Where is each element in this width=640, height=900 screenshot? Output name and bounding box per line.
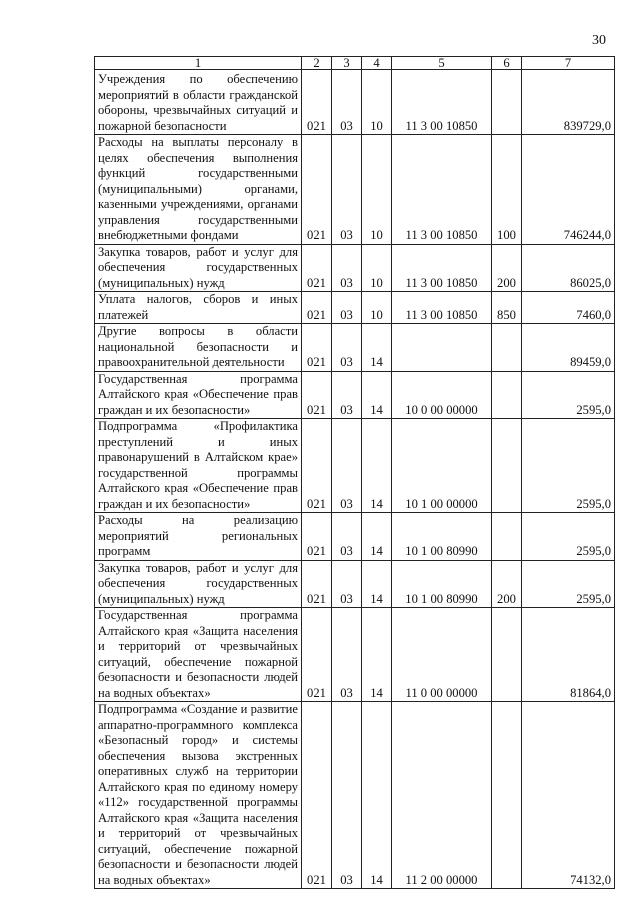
col5-cell: 10 1 00 80990 [392,560,492,608]
col6-cell [492,70,522,135]
col6-cell [492,324,522,372]
amount-cell: 89459,0 [522,324,615,372]
amount-cell: 74132,0 [522,702,615,889]
col4-cell: 10 [362,70,392,135]
col5-cell: 11 3 00 10850 [392,292,492,324]
col5-cell: 10 0 00 00000 [392,371,492,419]
col5-cell: 11 3 00 10850 [392,135,492,245]
col4-cell: 10 [362,292,392,324]
col4-cell: 14 [362,324,392,372]
col2-cell: 021 [302,513,332,561]
table-row [95,608,615,702]
col3-cell: 03 [332,702,362,889]
col5-cell: 10 1 00 80990 [392,513,492,561]
col3-cell: 03 [332,608,362,702]
col6-cell [492,608,522,702]
amount-cell: 2595,0 [522,371,615,419]
col3-cell: 03 [332,135,362,245]
col3-cell: 03 [332,419,362,513]
col6-cell [492,513,522,561]
col4-cell: 10 [362,244,392,292]
row-name-cell: Учреждения по обеспечению мероприятий в области гражданской обороны, чрезвычайных ситуаций и пожарной безопасности [95,70,302,135]
table-row [95,135,615,245]
col4-cell: 14 [362,702,392,889]
row-name-cell: Уплата налогов, сборов и иных платежей [95,292,302,324]
row-name-cell: Закупка товаров, работ и услуг для обеспечения государственных (муниципальных) нужд [95,244,302,292]
row-name-cell: Закупка товаров, работ и услуг для обеспечения государственных (муниципальных) нужд [95,560,302,608]
budget-table [94,56,615,889]
row-name-cell: Государственная программа Алтайского края «Обеспечение прав граждан и их безопасности» [95,371,302,419]
col4-cell: 14 [362,371,392,419]
table-row [95,560,615,608]
col2-cell: 021 [302,244,332,292]
col6-cell: 850 [492,292,522,324]
amount-cell: 7460,0 [522,292,615,324]
col2-cell: 021 [302,292,332,324]
col3-cell: 03 [332,371,362,419]
header-cell: 2 [302,57,332,70]
col5-cell: 11 3 00 10850 [392,70,492,135]
col4-cell: 14 [362,560,392,608]
col2-cell: 021 [302,70,332,135]
col2-cell: 021 [302,324,332,372]
col3-cell: 03 [332,513,362,561]
col2-cell: 021 [302,702,332,889]
amount-cell: 81864,0 [522,608,615,702]
amount-cell: 2595,0 [522,560,615,608]
header-row [95,57,615,70]
col6-cell: 200 [492,560,522,608]
col5-cell [392,324,492,372]
col3-cell: 03 [332,70,362,135]
col6-cell [492,371,522,419]
col4-cell: 10 [362,135,392,245]
table-row [95,292,615,324]
col4-cell: 14 [362,608,392,702]
col5-cell: 11 2 00 00000 [392,702,492,889]
amount-cell: 2595,0 [522,419,615,513]
row-name-cell: Подпрограмма «Создание и развитие аппаратно-программного комплекса «Безопасный город» и системы обеспечения вызова экстренных оперативных служб на территории Алтайского края по единому номеру «112» государственной программы Алтайского края «Защита населения и территорий от чрезвычайных ситуаций, обеспечение пожарной безопасности и безопасности людей на водных объектах» [95,702,302,889]
col2-cell: 021 [302,419,332,513]
table-row [95,324,615,372]
row-name-cell: Государственная программа Алтайского края «Защита населения и территорий от чрезвычайных ситуаций, обеспечение пожарной безопасности и безопасности людей на водных объектах» [95,608,302,702]
amount-cell: 839729,0 [522,70,615,135]
col6-cell: 200 [492,244,522,292]
table-row [95,513,615,561]
row-name-cell: Другие вопросы в области национальной безопасности и правоохранительной деятельности [95,324,302,372]
table-row [95,702,615,889]
header-cell: 1 [95,57,302,70]
col5-cell: 11 3 00 10850 [392,244,492,292]
amount-cell: 86025,0 [522,244,615,292]
col5-cell: 11 0 00 00000 [392,608,492,702]
page-number: 30 [592,33,606,48]
table-row [95,244,615,292]
col2-cell: 021 [302,608,332,702]
header-cell: 5 [392,57,492,70]
col5-cell: 10 1 00 00000 [392,419,492,513]
col2-cell: 021 [302,560,332,608]
col4-cell: 14 [362,513,392,561]
row-name-cell: Расходы на выплаты персоналу в целях обеспечения выполнения функций государственными (муниципальными) органами, казенными учреждениями, органами управления государственными внебюджетными фондами [95,135,302,245]
col3-cell: 03 [332,292,362,324]
header-cell: 4 [362,57,392,70]
col6-cell [492,419,522,513]
row-name-cell: Подпрограмма «Профилактика преступлений и иных правонарушений в Алтайском крае» государственной программы Алтайского края «Обеспечение прав граждан и их безопасности» [95,419,302,513]
col2-cell: 021 [302,135,332,245]
table-row [95,70,615,135]
table-row [95,419,615,513]
row-name-cell: Расходы на реализацию мероприятий региональных программ [95,513,302,561]
table-row [95,371,615,419]
col6-cell [492,702,522,889]
col4-cell: 14 [362,419,392,513]
amount-cell: 746244,0 [522,135,615,245]
col3-cell: 03 [332,324,362,372]
col6-cell: 100 [492,135,522,245]
col2-cell: 021 [302,371,332,419]
amount-cell: 2595,0 [522,513,615,561]
header-cell: 6 [492,57,522,70]
header-cell: 3 [332,57,362,70]
col3-cell: 03 [332,560,362,608]
header-cell: 7 [522,57,615,70]
col3-cell: 03 [332,244,362,292]
